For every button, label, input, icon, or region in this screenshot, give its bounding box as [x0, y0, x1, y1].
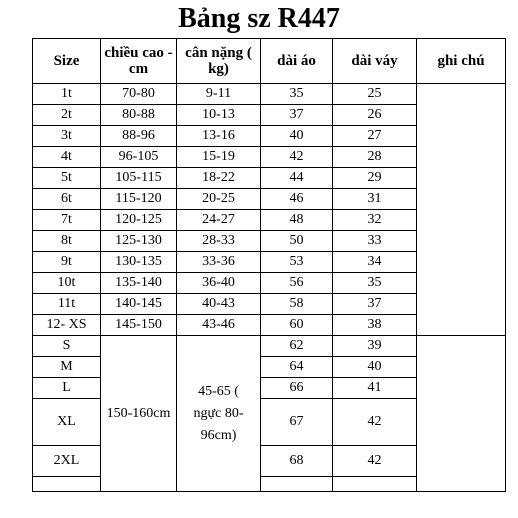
size-cell: 2XL [33, 446, 101, 477]
skirt-length-cell: 31 [333, 189, 417, 210]
weight-cell: 28-33 [177, 231, 261, 252]
skirt-length-cell: 38 [333, 315, 417, 336]
table-title: Bảng sz R447 [178, 3, 340, 34]
header-height: chiều cao - cm [101, 39, 177, 84]
weight-cell: 18-22 [177, 168, 261, 189]
note-cell [417, 84, 506, 336]
table-row [33, 84, 506, 105]
shirt-length-cell: 56 [261, 273, 333, 294]
skirt-length-cell: 25 [333, 84, 417, 105]
size-cell: 1t [33, 84, 101, 105]
height-cell: 145-150 [101, 315, 177, 336]
skirt-length-cell: 29 [333, 168, 417, 189]
header-size: Size [33, 39, 101, 84]
shirt-length-cell: 53 [261, 252, 333, 273]
skirt-length-cell: 41 [333, 378, 417, 399]
skirt-length-cell [333, 477, 417, 492]
size-cell: 4t [33, 147, 101, 168]
size-cell: 5t [33, 168, 101, 189]
skirt-length-cell: 33 [333, 231, 417, 252]
size-cell: S [33, 336, 101, 357]
size-cell: 8t [33, 231, 101, 252]
size-cell: 11t [33, 294, 101, 315]
shirt-length-cell: 50 [261, 231, 333, 252]
height-cell: 140-145 [101, 294, 177, 315]
skirt-length-cell: 26 [333, 105, 417, 126]
size-cell: 7t [33, 210, 101, 231]
skirt-length-cell: 37 [333, 294, 417, 315]
table-row [33, 336, 506, 357]
weight-cell: 33-36 [177, 252, 261, 273]
height-cell: 120-125 [101, 210, 177, 231]
weight-cell: 24-27 [177, 210, 261, 231]
shirt-length-cell: 42 [261, 147, 333, 168]
skirt-length-cell: 42 [333, 399, 417, 446]
size-cell: 3t [33, 126, 101, 147]
shirt-length-cell: 67 [261, 399, 333, 446]
size-cell: 6t [33, 189, 101, 210]
height-cell: 105-115 [101, 168, 177, 189]
header-note: ghi chú [417, 39, 506, 84]
weight-cell: 40-43 [177, 294, 261, 315]
shirt-length-cell: 64 [261, 357, 333, 378]
height-cell: 96-105 [101, 147, 177, 168]
weight-cell: 10-13 [177, 105, 261, 126]
skirt-length-cell: 34 [333, 252, 417, 273]
note-cell [417, 336, 506, 492]
size-cell: 10t [33, 273, 101, 294]
adult-weight-cell: 45-65 ( ngực 80- 96cm) [177, 336, 261, 492]
shirt-length-cell: 60 [261, 315, 333, 336]
weight-cell: 9-11 [177, 84, 261, 105]
weight-cell: 13-16 [177, 126, 261, 147]
size-cell: 2t [33, 105, 101, 126]
size-cell [33, 477, 101, 492]
size-cell: 9t [33, 252, 101, 273]
skirt-length-cell: 39 [333, 336, 417, 357]
skirt-length-cell: 40 [333, 357, 417, 378]
height-cell: 135-140 [101, 273, 177, 294]
shirt-length-cell: 48 [261, 210, 333, 231]
shirt-length-cell: 68 [261, 446, 333, 477]
skirt-length-cell: 28 [333, 147, 417, 168]
shirt-length-cell [261, 477, 333, 492]
skirt-length-cell: 35 [333, 273, 417, 294]
weight-cell: 36-40 [177, 273, 261, 294]
shirt-length-cell: 46 [261, 189, 333, 210]
shirt-length-cell: 44 [261, 168, 333, 189]
height-cell: 70-80 [101, 84, 177, 105]
weight-cell: 20-25 [177, 189, 261, 210]
size-cell: M [33, 357, 101, 378]
height-cell: 125-130 [101, 231, 177, 252]
shirt-length-cell: 62 [261, 336, 333, 357]
height-cell: 130-135 [101, 252, 177, 273]
header-row [33, 39, 506, 84]
shirt-length-cell: 35 [261, 84, 333, 105]
size-cell: L [33, 378, 101, 399]
shirt-length-cell: 40 [261, 126, 333, 147]
size-cell: 12- XS [33, 315, 101, 336]
height-cell: 80-88 [101, 105, 177, 126]
skirt-length-cell: 27 [333, 126, 417, 147]
size-cell: XL [33, 399, 101, 446]
height-cell: 88-96 [101, 126, 177, 147]
skirt-length-cell: 42 [333, 446, 417, 477]
header-shirt-length: dài áo [261, 39, 333, 84]
header-skirt-length: dài váy [333, 39, 417, 84]
weight-cell: 15-19 [177, 147, 261, 168]
height-cell: 115-120 [101, 189, 177, 210]
header-weight: cân nặng ( kg) [177, 39, 261, 84]
adult-height-cell: 150-160cm [101, 336, 177, 492]
shirt-length-cell: 66 [261, 378, 333, 399]
shirt-length-cell: 58 [261, 294, 333, 315]
size-chart-table [32, 38, 506, 492]
skirt-length-cell: 32 [333, 210, 417, 231]
weight-cell: 43-46 [177, 315, 261, 336]
shirt-length-cell: 37 [261, 105, 333, 126]
